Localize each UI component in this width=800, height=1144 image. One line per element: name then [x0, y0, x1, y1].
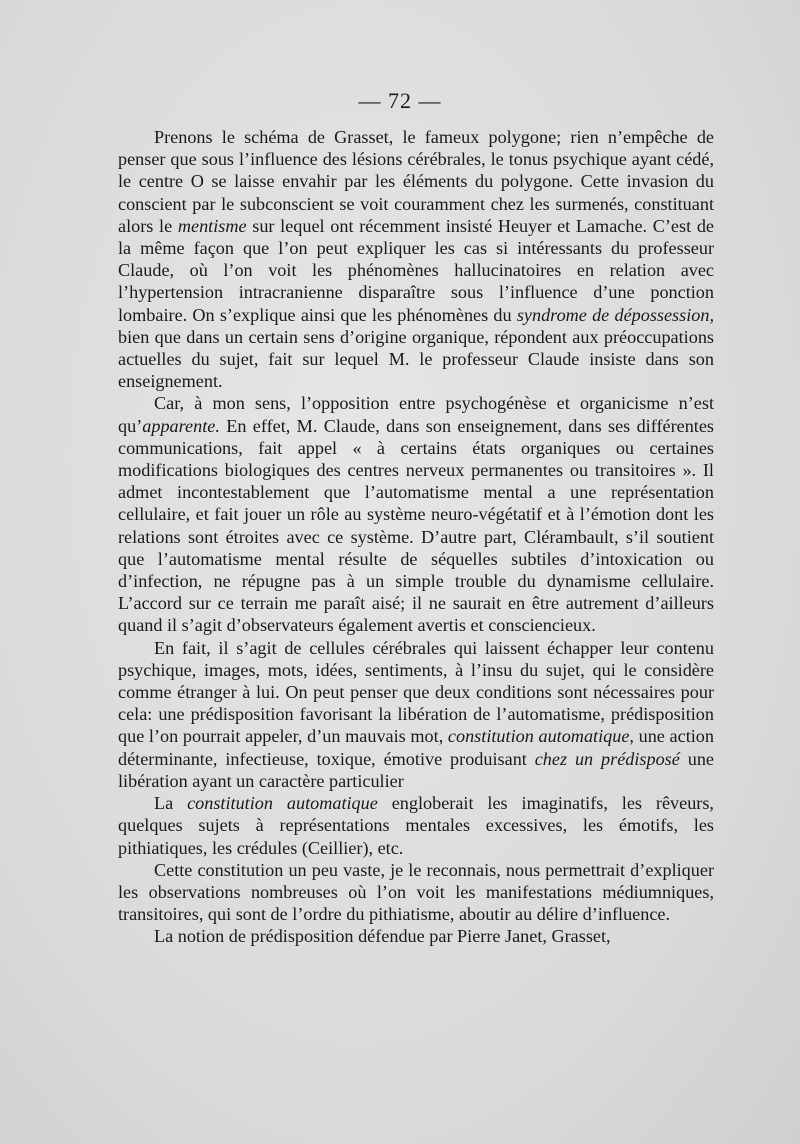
paragraph: [118, 637, 714, 792]
paragraph: [118, 126, 714, 392]
italic-text: mentisme: [177, 215, 247, 236]
page-number: — 72 —: [358, 88, 442, 113]
text-segment: La notion de prédisposition défendue par Pierre Janet, Grasset,: [154, 926, 611, 947]
text-segment: sur lequel ont récemment insisté Heuyer et Lamache. C’est de la même façon que l’on peut expliquer les cas si intéressants du professeur Claude, où l’on voit les phénomènes hallucinatoires en relation avec l’hypertension intracranienne disparaître sous l’influence d’une ponction lombaire. On s’explique ainsi que les phénomènes du: [118, 215, 714, 325]
paragraph: [118, 392, 714, 636]
text-segment: En effet, M. Claude, dans son enseignement, dans ses différentes communications, fait appel « à certains états organiques ou certaines modifications biologiques des centres nerveux permanentes ou transitoires ». Il admet incontestablement que l’automatisme mental a une représentation cellulaire, et fait jouer un rôle au système neuro-végétatif et à l’émotion dont les relations sont étroites avec ce système. D’autre part, Clérambault, s’il soutient que l’automatisme mental résulte de séquelles subtiles d’intoxication ou d’infection, ne répugne pas à un simple trouble du dynamisme cellulaire. L’accord sur ce terrain me paraît aisé; il ne saurait en être autrement d’ailleurs quand il s’agit d’observateurs également avertis et consciencieux.: [118, 415, 714, 636]
text-segment: une action déterminante, infectieuse, toxique, émotive produisant: [118, 726, 714, 769]
italic-text: constitution automatique,: [447, 726, 634, 747]
paragraph: [118, 792, 714, 859]
text-segment: engloberait les imaginatifs, les rêveurs, quelques sujets à représentations mentales excessives, les émotifs, les pithiatiques, les crédules (Ceillier), etc.: [118, 793, 714, 858]
italic-text: apparente.: [142, 415, 220, 436]
italic-text: constitution automatique: [187, 793, 378, 814]
text-segment: une libération ayant un caractère particulier: [118, 748, 714, 791]
paragraph: [118, 859, 714, 926]
italic-text: chez un prédisposé: [534, 748, 680, 769]
text-segment: Cette constitution un peu vaste, je le reconnais, nous permettrait d’expliquer les observations nombreuses où l’on voit les manifestations médiumniques, transitoires, qui sont de l’ordre du pithiatisme, aboutir au délire d’influence.: [118, 859, 714, 925]
text-segment: Car, à mon sens, l’opposition entre psychogénèse et organicisme n’est qu’: [118, 393, 714, 436]
text-segment: bien que dans un certain sens d’origine organique, répondent aux préoccupations actuelles du sujet, fait sur lequel M. le professeur Claude insiste dans son enseignement.: [118, 326, 714, 392]
text-segment: Prenons le schéma de Grasset, le fameux polygone; rien n’empêche de penser que sous l’influence des lésions cérébrales, le tonus psychique ayant cédé, le centre O se laisse envahir par les éléments du polygone. Cette invasion du conscient par le subconscient se voit couramment chez les surmenés, constituant alors le: [118, 127, 714, 236]
body-text: [118, 126, 714, 948]
italic-text: syndrome de dépossession,: [516, 304, 714, 325]
paragraph: [118, 925, 714, 947]
text-segment: En fait, il s’agit de cellules cérébrales qui laissent échapper leur contenu psychique, images, mots, idées, sentiments, à l’insu du sujet, qui le considère comme étranger à lui. On peut penser que deux conditions sont nécessaires pour cela: une prédisposition favorisant la libération de l’automatisme, prédisposition que l’on pourrait appeler, d’un mauvais mot,: [118, 637, 714, 747]
text-segment: La: [154, 793, 188, 814]
